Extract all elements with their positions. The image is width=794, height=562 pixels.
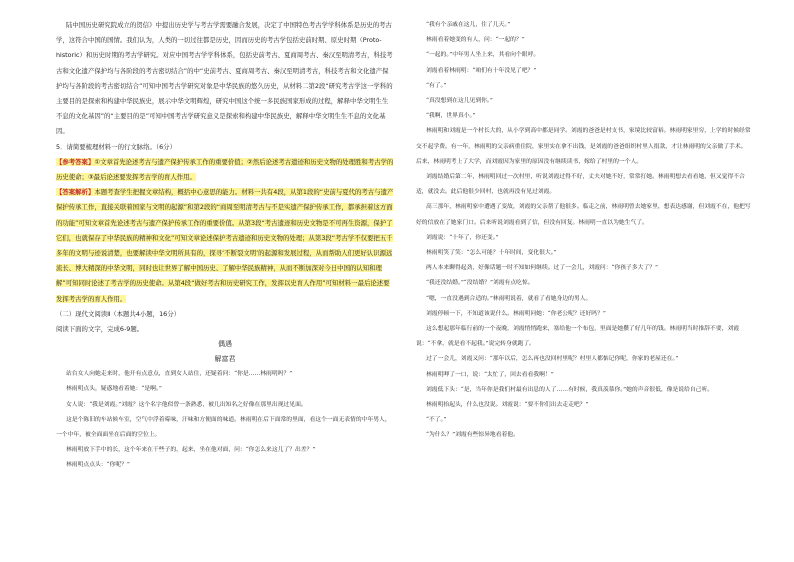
- story-paragraph: 刘霞停顿一下，不知道该说什么。林雨明问她：“你老公呢？还好吗？”: [426, 310, 606, 317]
- story-paragraph: “嗯，一直没遇到合适的。”林雨明说着，就看了看她身边的男人。: [426, 295, 592, 302]
- story-paragraph: “一起的。”中年男人坐上来，其看向个眼呼。: [426, 52, 540, 59]
- question-5: 5．请简要梳理材料一的行文脉络。（6分）: [56, 142, 176, 151]
- answer-analysis: [56, 185, 394, 307]
- story-paragraph: 刘霞结婚后第二年，林雨明回过一次村里，听说刘霞过得不好，丈夫对她不好，常常打她。林雨明想去看看她，但又觉得不合适，就没去。此后他很少回村，也就再没有见过刘霞。: [416, 174, 745, 196]
- story-paragraph: 两人本来聊得起劲，好像话题一时不知如何继续。过了一会儿，刘霞问：“你孩子多大了？”: [426, 265, 659, 272]
- story-paragraph: 过了一会儿，刘霞又问：“那年以后，怎么再也没回村里呢？村里人都惦记你呢，你家的老屋还在。”: [426, 356, 679, 363]
- story-paragraph: 林雨看着她变的有人，问：“一起的？”: [426, 37, 525, 44]
- story-paragraph: 这么想起那年临行前的一个夜晚，刘霞悄悄跑来，塞给他一个布包，里面是她攒了好几年的钱。林雨明当时推辞不要，刘霞说：“不拿，就是看不起我。”说完转身就跑了。: [416, 326, 740, 348]
- analysis-tag: 【答案解析】: [56, 188, 95, 197]
- reference-answer-tag: 【参考答案】: [56, 157, 95, 166]
- story-author: 解富君: [214, 355, 236, 364]
- story-paragraph: 林雨明点头，疑惑地看着她：“是啊。”: [66, 386, 162, 393]
- story-paragraph: “有了。”: [426, 82, 447, 89]
- story-paragraph: 刘霞低下头：“是，当年你是我们村最有出息的人了……有时候，我真羡慕你。”她的声音很低，像是说给自己听。: [426, 386, 714, 393]
- story-paragraph: 林雨明点点头：“你呢？”: [66, 462, 130, 469]
- story-paragraph: 林雨明和刘霞是一个村长大的，从小学到高中都是同学。刘霞的爸爸是村支书，家境比较富裕。林雨明家里穷，上学的时候经常交不起学费。有一年，林雨明的父亲病重住院，家里实在拿不出钱，是刘霞的爸爸组织村里人捐款，才让林雨明的父亲做了手术。后来，林雨明考上了大学，而刘霞因为家里的原因没有继续读书，嫁给了村里的一个人。: [416, 128, 751, 165]
- story-paragraph: 林雨明放下手中的长，这个年来在干些子的，起来，坐在他对面，问：“你怎么来这儿了？出差？”: [66, 447, 316, 454]
- story-paragraph: 林雨明呷了一口，说：“太忙了，回去看看我啊！”: [426, 371, 554, 378]
- story-paragraph: “我还没结婚。”“没结婚？”刘霞有点吃惊。: [426, 280, 534, 287]
- story-paragraph: 高三那年，林雨明家中遭遇了变故，刘霞的父亲帮了他很多。临走之前，林雨明曾去她家里，想表达感谢，但刘霞不在，他把写好的信放在了她家门口。后来听说刘霞看到了信，但没有回复。林雨明一直以为她生气了。: [416, 204, 751, 226]
- story-paragraph: 女人说：“我是刘霞。”刘霞？这个名字他似曾一条熟悉，被几出知名之好像在那里出现过见面。: [66, 401, 307, 408]
- right-column: [416, 18, 752, 444]
- reference-answer: [56, 155, 394, 185]
- story-paragraph: “我啊，世界真小。”: [426, 113, 476, 120]
- story-paragraph: “我有个亲戚在这儿，住了几天。”: [426, 22, 511, 28]
- story-paragraph: “为什么？”刘霞有些惊异地看着他。: [426, 432, 519, 439]
- left-column: [56, 18, 394, 474]
- analysis-text: 本题考查学生把握文章结构，概括中心意思的能力。材料一共有4段，从第1段的“史前与夏代的考古与遗产保护传承工作，直接关联着国家与文明的起源”和第2段的“商周至明清考古与不是实遗产保护传承工作，都承担着这方面的功能”可知文章首先论述考古与遗产保护传承工作的重要价值。从第3段“考古遗迹和历史文物是不可再生资源，保护了它们，也就保存了中华民族的精神和文化”可知文章论述保护考古遗迹和历史文物的处理；从第3段“考古学不仅要把五千多年的文明与迹说清楚，也要解读中华文明所具有的，探寻‘不断裂文明’的起源和发展过程，从而帮助人们更好认识源远流长、博大精深的中华文明，同时也让世界了解中国历史、了解中华民族精神，从而不断加深对今日中国的认知和理解”可知同时论述了考古学的历史使命。从第4段“做好考古和历史研究工作，发挥以史育人作用”可知材料一最后论述要发挥考古学的育人作用。: [56, 188, 394, 303]
- story-paragraph: 林雨明笑了笑：“怎么可能？十年时间，变化很大。”: [426, 250, 557, 257]
- paragraph-answer-continued: 陆中国历史研究院成立的贺信》中提出历史学与考古学需要融合发展，决定了中国特色考古学学科体系是历史的考古学，这符合中国的国情。我们认为，人类的一切过往都是历史，因而历史的考古学包括史前时期、原史时期（Proto-historic）和历史时期的考古学研究。对应中国考古学学科体系，包括史前考古、夏商周考古、秦汉至明清考古，科技考古和文化遗产保护均与各阶段的考古密切结合”的中“史前考古、夏商周考古、秦汉至明清考古，科技考古和文化遗产保护均与各阶段的考古密切结合”可知中国考古学研究对象是中华民族的悠久历史，从材料二第2段“研究考古学这一学科的主要目的是探索和构建中华民族史，展示中华文明辉煌，研究中国这个统一多民族国家形成的过程，解释中华文明生生不息的文化基因”的“主要目的是”可知中国考古学研究意义是探索和构建中华民族史，解释中华文明生生不息的文化基因。: [56, 21, 393, 136]
- story-title: 偶遇: [218, 340, 232, 349]
- story-paragraph: 林雨明抬起头，什么也没说。刘霞说：“要不你们出去走走吧？”: [426, 402, 589, 409]
- reading-instruction: 阅读下面的文字，完成6-9题。: [56, 325, 144, 334]
- story-paragraph: 刘霞说：“十年了，你还变。”: [426, 234, 499, 241]
- story-paragraph: 站台女人向她走来时，他开有点意点，直到女人站住，还疑着问：“你是……林雨明吗？”: [66, 371, 293, 378]
- story-paragraph: “不了。”: [426, 417, 447, 424]
- story-paragraph: 刘霞看着林雨明：“咱们有十年没见了吧？”: [426, 67, 537, 74]
- story-paragraph: “真没想到在这儿见到你。”: [426, 98, 493, 105]
- section-heading: （二）现代文阅读Ⅱ（本题共4小题，16分）: [56, 309, 180, 318]
- story-paragraph: 这是个陈旧的车站候车室，空气中浮着霉味，汗味和方便面的味道。林雨明在后下面常的里面，看这个一面无表情的中年男人，一个中年，被全面面坐在后面的空位上。: [56, 416, 391, 439]
- reference-answer-text: ①文章首先论述考古与遗产保护传承工作的重要价值；②然后论述考古遗迹和历史文物的处理胜和考古学的历史使命；③最后论述要发挥考古学的育人作用。: [56, 157, 394, 182]
